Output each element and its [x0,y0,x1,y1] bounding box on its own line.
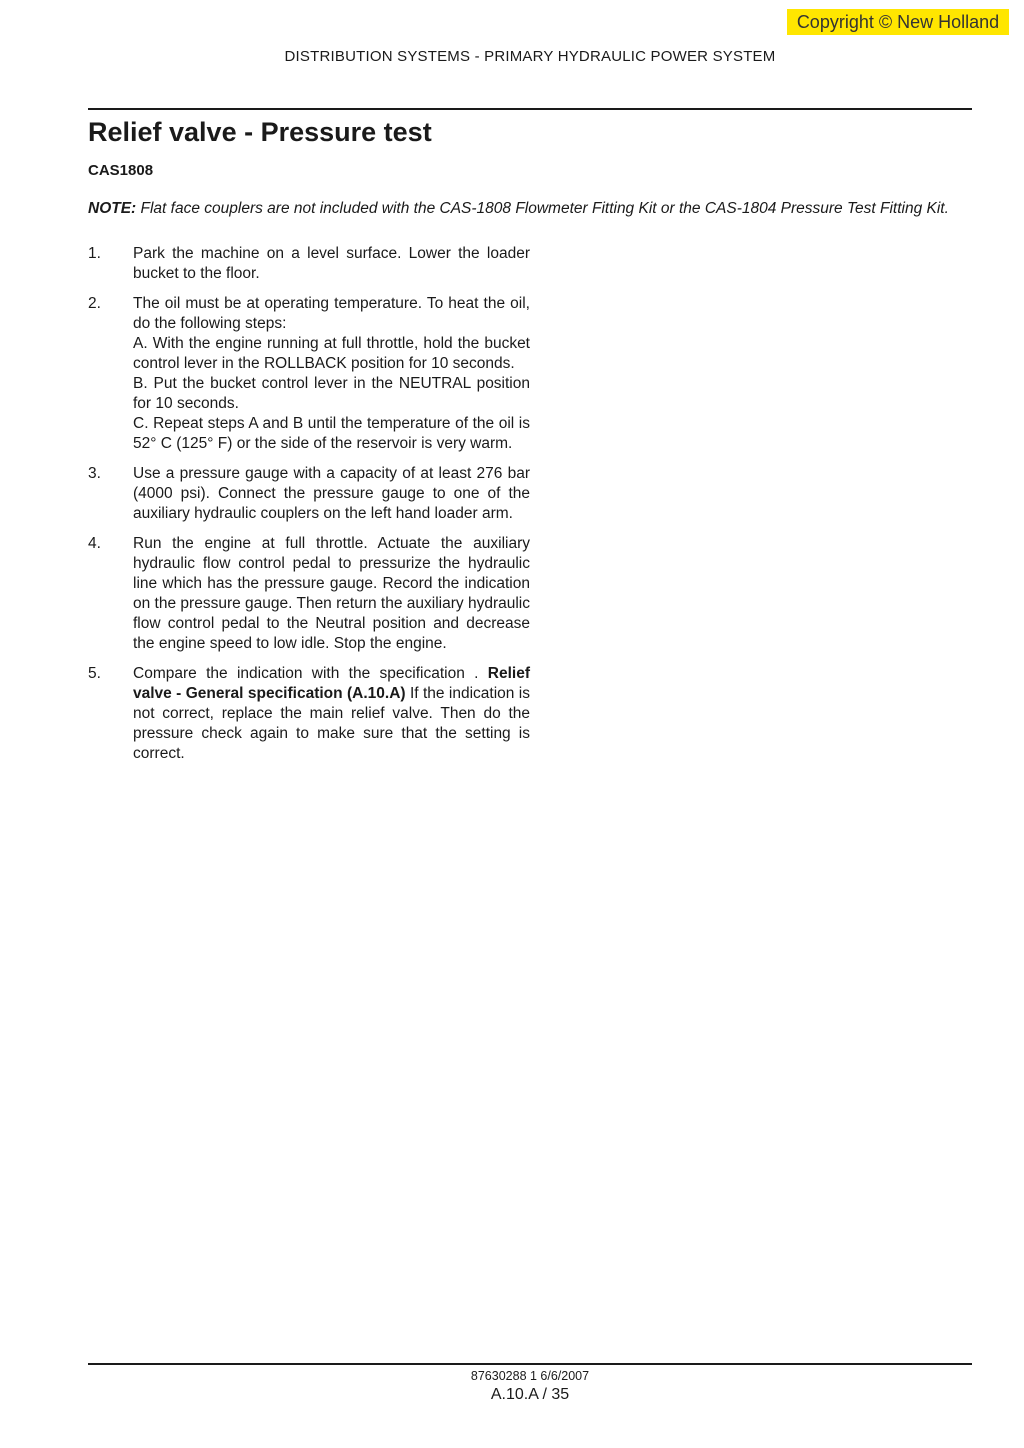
tool-code-heading: CAS1808 [88,162,154,179]
running-header: DISTRIBUTION SYSTEMS - PRIMARY HYDRAULIC POWER SYSTEM [284,48,776,65]
step-item [88,534,530,654]
step-number: 1. [88,245,101,262]
step-text-after: If the indication is not correct, replace the main relief valve. Then do the pressure check again to make sure that the setting is correct. [133,685,530,762]
step-number: 4. [88,535,101,552]
note-label: NOTE: [88,200,137,217]
step-body [133,294,530,454]
page-number: A.10.A / 35 [490,1386,570,1403]
note-text: Flat face couplers are not included with the CAS-1808 Flowmeter Fitting Kit or the CAS-1804 Pressure Test Fitting Kit. [136,200,949,217]
step-text: Run the engine at full throttle. Actuate the auxiliary hydraulic flow control pedal to pressurize the hydraulic line which has the pressure gauge. Record the indication on the pressure gauge. Then return the auxiliary hydraulic flow control pedal to the Neutral position and decrease the engine speed to low idle. Stop the engine. [133,535,530,652]
step-number: 2. [88,295,101,312]
procedure-steps [88,244,530,774]
substep-b: B. Put the bucket control lever in the NEUTRAL position for 10 seconds. [133,375,530,412]
step-number: 5. [88,665,101,682]
step-number: 3. [88,465,101,482]
page-title: Relief valve - Pressure test [88,117,432,147]
step-body [133,664,530,764]
footer-divider [88,1363,972,1365]
specification-link[interactable]: Relief valve - General specification (A.10.A) [133,665,530,702]
header-divider [88,108,972,110]
note-paragraph [88,199,972,219]
step-text: Park the machine on a level surface. Lower the loader bucket to the floor. [133,245,530,282]
step-item [88,244,530,284]
step-text: The oil must be at operating temperature. To heat the oil, do the following steps: [133,295,530,332]
step-text: Use a pressure gauge with a capacity of at least 276 bar (4000 psi). Connect the pressure gauge to one of the auxiliary hydraulic couplers on the left hand loader arm. [133,465,530,522]
substep-c: C. Repeat steps A and B until the temperature of the oil is 52° C (125° F) or the side of the reservoir is very warm. [133,415,530,452]
substep-a: A. With the engine running at full throttle, hold the bucket control lever in the ROLLBACK position for 10 seconds. [133,335,530,372]
step-item [88,464,530,524]
step-item [88,294,530,454]
step-item [88,664,530,764]
document-number: 87630288 1 6/6/2007 [470,1369,590,1383]
copyright-banner: Copyright © New Holland [787,9,1009,35]
step-text-before: Compare the indication with the specification . [133,665,488,682]
